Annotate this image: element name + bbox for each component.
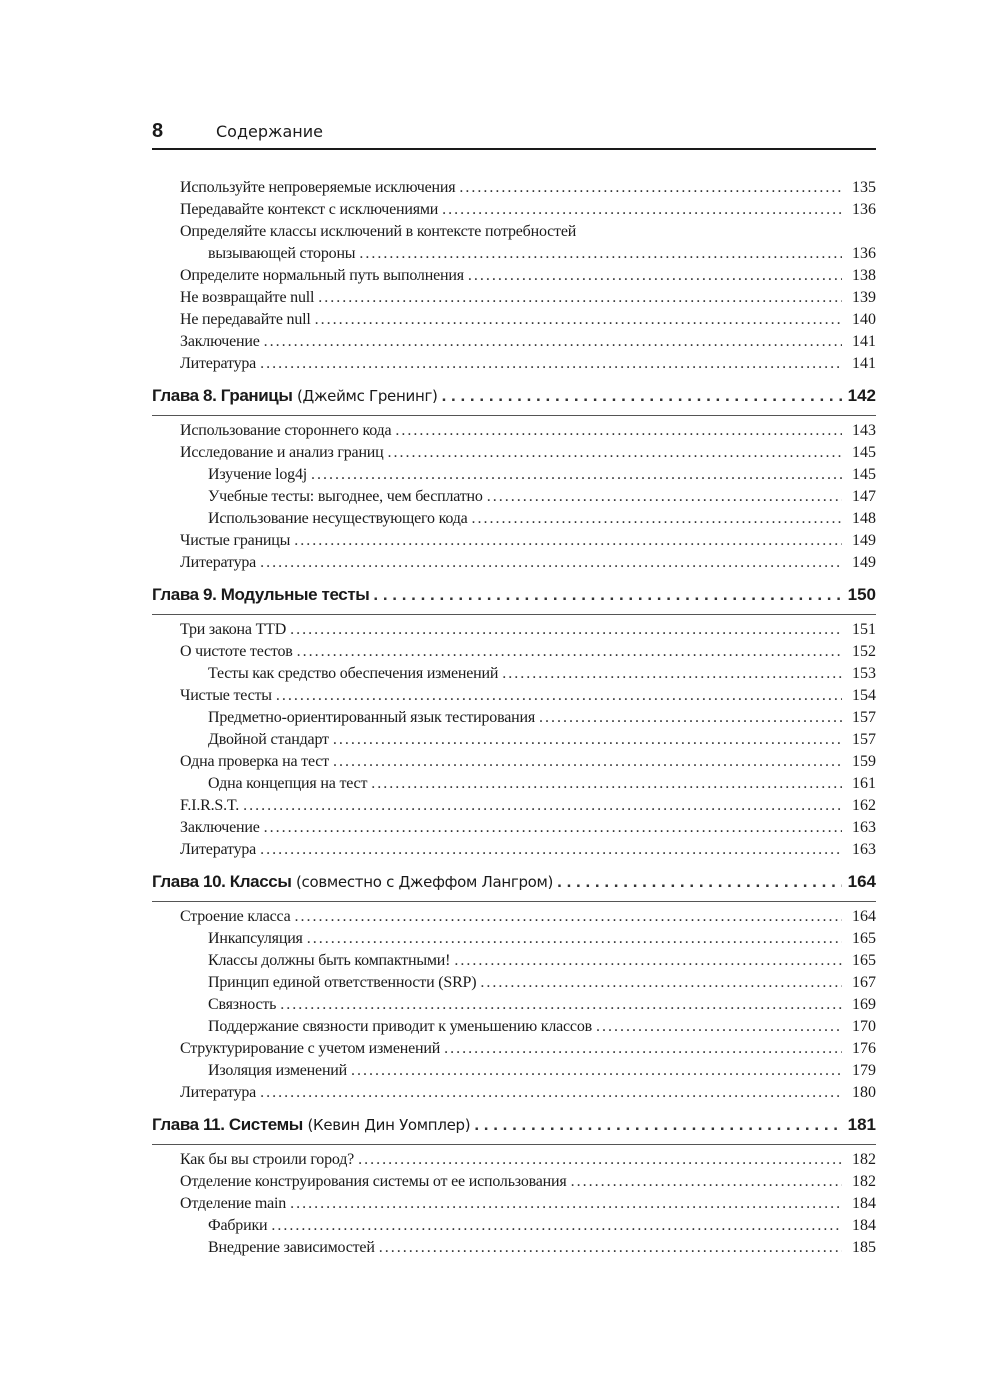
- toc-entry[interactable]: [152, 199, 876, 221]
- toc-entry-page: 154: [852, 687, 876, 704]
- toc-entry[interactable]: [152, 1082, 876, 1104]
- dot-leader: [297, 641, 842, 663]
- toc-entry-title: Инкапсуляция: [208, 930, 303, 947]
- toc-entry-page: 136: [852, 201, 876, 218]
- chapter-group: [152, 1108, 876, 1259]
- toc-entry[interactable]: [152, 641, 876, 663]
- toc-entry[interactable]: [152, 331, 876, 353]
- toc-entry-title: Используйте непроверяемые исключения: [180, 179, 456, 196]
- toc-entry-page: 162: [852, 797, 876, 814]
- toc-entry[interactable]: [152, 1149, 876, 1171]
- dot-leader: [358, 1149, 842, 1171]
- toc-entry[interactable]: [152, 177, 876, 199]
- toc-entry-title: Структурирование с учетом изменений: [180, 1040, 441, 1057]
- toc-entry-page: 136: [852, 245, 876, 262]
- dot-leader: [487, 486, 842, 508]
- chapter-title: Глава 11. Системы: [152, 1115, 303, 1134]
- dot-leader: [388, 442, 842, 464]
- toc-entry-page: 152: [852, 643, 876, 660]
- toc-entry[interactable]: [152, 950, 876, 972]
- chapter-author: (Джеймс Гренинг): [297, 387, 438, 405]
- toc-entry[interactable]: [152, 1060, 876, 1082]
- toc-entry-page: 157: [852, 731, 876, 748]
- dot-leader: [295, 906, 842, 928]
- toc-entry[interactable]: [152, 1016, 876, 1038]
- dot-leader: [539, 707, 842, 729]
- chapter-heading[interactable]: [152, 578, 876, 615]
- toc-entry[interactable]: [152, 928, 876, 950]
- chapter-page: 181: [847, 1115, 876, 1134]
- chapter-title-wrap: [152, 1108, 470, 1142]
- dot-leader: [318, 287, 842, 309]
- toc-entry[interactable]: [152, 972, 876, 994]
- toc-entry-title: Строение класса: [180, 908, 291, 925]
- dot-leader: [571, 1171, 842, 1193]
- dot-leader: [290, 1193, 842, 1215]
- chapter-title-wrap: [152, 379, 438, 413]
- toc-entry[interactable]: [152, 1171, 876, 1193]
- dot-leader: [280, 994, 842, 1016]
- toc-entry-title: Как бы вы строили город?: [180, 1151, 355, 1168]
- toc-entry-page: 165: [852, 930, 876, 947]
- toc-entry[interactable]: [152, 729, 876, 751]
- dot-leader: [472, 508, 842, 530]
- dot-leader: [373, 578, 842, 612]
- chapter-group: [152, 578, 876, 861]
- chapter-title: Глава 10. Классы: [152, 872, 292, 891]
- toc-entry-page: 147: [852, 488, 876, 505]
- dot-leader: [260, 552, 842, 574]
- toc-entry-title: Классы должны быть компактными!: [208, 952, 451, 969]
- toc-entry-page: 141: [852, 333, 876, 350]
- toc-entry-page: 165: [852, 952, 876, 969]
- toc-entry-page: 169: [852, 996, 876, 1013]
- toc-entry[interactable]: [152, 1038, 876, 1060]
- toc-entry-page: 145: [852, 444, 876, 461]
- toc-entry-page: 184: [852, 1195, 876, 1212]
- toc-entry-page: 180: [852, 1084, 876, 1101]
- dot-leader: [474, 1108, 842, 1142]
- toc-entry-title: Принцип единой ответственности (SRP): [208, 974, 477, 991]
- toc-entry-title: Двойной стандарт: [208, 731, 329, 748]
- toc-entry[interactable]: [152, 817, 876, 839]
- dot-leader: [371, 773, 842, 795]
- toc-entry[interactable]: [152, 221, 876, 243]
- toc-entry-title: Изучение log4j: [208, 466, 308, 483]
- toc-entry-title: Отделение конструирования системы от ее использования: [180, 1173, 567, 1190]
- dot-leader: [260, 353, 842, 375]
- chapter-title: Глава 8. Границы: [152, 386, 293, 405]
- toc-entry-page: 157: [852, 709, 876, 726]
- dot-leader: [459, 177, 842, 199]
- toc-entry[interactable]: [152, 839, 876, 861]
- toc-entry-page: 148: [852, 510, 876, 527]
- toc-entry-page: 176: [852, 1040, 876, 1057]
- toc-entry-page: 153: [852, 665, 876, 682]
- chapter-group: [152, 379, 876, 574]
- toc-entry-title: Связность: [208, 996, 277, 1013]
- dot-leader: [596, 1016, 842, 1038]
- chapter-title: Глава 9. Модульные тесты: [152, 585, 370, 604]
- toc-entry-title: Учебные тесты: выгоднее, чем бесплатно: [208, 488, 483, 505]
- toc-entry-title: Чистые границы: [180, 532, 291, 549]
- dot-leader: [480, 972, 842, 994]
- toc-entry-title: Не возвращайте null: [180, 289, 315, 306]
- toc-entry-title: Изоляция изменений: [208, 1062, 348, 1079]
- toc-entry-page: 135: [852, 179, 876, 196]
- dot-leader: [307, 928, 842, 950]
- toc-entry-title: вызывающей стороны: [208, 245, 356, 262]
- toc-entry-title: Не передавайте null: [180, 311, 311, 328]
- toc-entry[interactable]: [152, 309, 876, 331]
- toc-entry-title: Использование стороннего кода: [180, 422, 392, 439]
- toc-entry[interactable]: [152, 685, 876, 707]
- dot-leader: [271, 1215, 842, 1237]
- dot-leader: [294, 530, 842, 552]
- toc-entry[interactable]: [152, 464, 876, 486]
- dot-leader: [442, 379, 842, 413]
- toc-entry-page: 163: [852, 819, 876, 836]
- toc-entry-title: Поддержание связности приводит к уменьшению классов: [208, 1018, 592, 1035]
- toc-entry[interactable]: [152, 773, 876, 795]
- dot-leader: [395, 420, 842, 442]
- toc-entry-page: 185: [852, 1239, 876, 1256]
- dot-leader: [359, 243, 842, 265]
- toc-entry-title: Определите нормальный путь выполнения: [180, 267, 464, 284]
- toc-entry-page: 179: [852, 1062, 876, 1079]
- toc-entry-page: 151: [852, 621, 876, 638]
- toc-entry[interactable]: [152, 751, 876, 773]
- toc-entry-title: Три закона TTD: [180, 621, 287, 638]
- toc-entry-title: О чистоте тестов: [180, 643, 293, 660]
- page-header: [152, 118, 876, 150]
- toc-entry-title: Фабрики: [208, 1217, 268, 1234]
- toc-entry-title: Заключение: [180, 333, 260, 350]
- page-number: 8: [152, 120, 163, 142]
- dot-leader: [333, 729, 842, 751]
- toc-entry-page: 139: [852, 289, 876, 306]
- toc-entry[interactable]: [152, 1215, 876, 1237]
- dot-leader: [264, 817, 842, 839]
- toc-entry-title: Определяйте классы исключений в контексте потребностей: [180, 223, 577, 240]
- toc-entry-title: Внедрение зависимостей: [208, 1239, 375, 1256]
- toc-entry[interactable]: [152, 663, 876, 685]
- toc-entry-title: Использование несуществующего кода: [208, 510, 468, 527]
- toc-entry[interactable]: [152, 906, 876, 928]
- dot-leader: [468, 265, 842, 287]
- toc-entry-title: F.I.R.S.T.: [180, 797, 240, 814]
- dot-leader: [260, 1082, 842, 1104]
- chapter-group: [152, 865, 876, 1104]
- dot-leader: [502, 663, 842, 685]
- dot-leader: [454, 950, 842, 972]
- toc-entry-page: 159: [852, 753, 876, 770]
- toc-entry-title: Предметно-ориентированный язык тестирования: [208, 709, 536, 726]
- chapter-page: 142: [847, 386, 876, 405]
- dot-leader: [290, 619, 842, 641]
- toc-entry-title: Одна концепция на тест: [208, 775, 368, 792]
- toc-entry-title: Передавайте контекст с исключениями: [180, 201, 439, 218]
- toc-entry[interactable]: [152, 1237, 876, 1259]
- toc-entry-title: Заключение: [180, 819, 260, 836]
- toc-entry-page: 145: [852, 466, 876, 483]
- toc-entry[interactable]: [152, 530, 876, 552]
- dot-leader: [444, 1038, 842, 1060]
- continued-entries: [152, 177, 876, 375]
- dot-leader: [351, 1060, 842, 1082]
- toc-entry[interactable]: [152, 486, 876, 508]
- toc-entry[interactable]: [152, 619, 876, 641]
- toc-entry-title: Литература: [180, 554, 257, 571]
- toc-entry[interactable]: [152, 353, 876, 375]
- toc-entry[interactable]: [152, 420, 876, 442]
- toc-entry-title: Одна проверка на тест: [180, 753, 329, 770]
- table-of-contents: [152, 177, 876, 1259]
- toc-entry-page: 163: [852, 841, 876, 858]
- toc-entry-title: Тесты как средство обеспечения изменений: [208, 665, 499, 682]
- toc-entry-page: 149: [852, 554, 876, 571]
- chapter-heading[interactable]: [152, 865, 876, 902]
- dot-leader: [311, 464, 842, 486]
- toc-entry-title: Чистые тесты: [180, 687, 272, 704]
- toc-entry-page: 143: [852, 422, 876, 439]
- toc-entry[interactable]: [152, 287, 876, 309]
- toc-entry-page: 141: [852, 355, 876, 372]
- toc-entry-page: 170: [852, 1018, 876, 1035]
- dot-leader: [557, 865, 842, 899]
- dot-leader: [442, 199, 842, 221]
- toc-entry[interactable]: [152, 795, 876, 817]
- toc-entry[interactable]: [152, 994, 876, 1016]
- toc-entry-page: 184: [852, 1217, 876, 1234]
- toc-entry[interactable]: [152, 265, 876, 287]
- toc-entry-title: Литература: [180, 1084, 257, 1101]
- toc-entry-title: Литература: [180, 841, 257, 858]
- toc-entry-page: 149: [852, 532, 876, 549]
- toc-entry[interactable]: [152, 1193, 876, 1215]
- chapter-heading[interactable]: [152, 1108, 876, 1145]
- dot-leader: [264, 331, 842, 353]
- dot-leader: [260, 839, 842, 861]
- toc-entry-title: Литература: [180, 355, 257, 372]
- chapter-title-wrap: [152, 578, 369, 612]
- chapter-author: (совместно с Джеффом Лангром): [296, 873, 554, 891]
- toc-entry-page: 140: [852, 311, 876, 328]
- toc-entry-page: 138: [852, 267, 876, 284]
- dot-leader: [379, 1237, 842, 1259]
- chapter-page: 164: [847, 872, 876, 891]
- toc-entry[interactable]: [152, 508, 876, 530]
- dot-leader: [333, 751, 842, 773]
- running-title: Содержание: [216, 122, 323, 141]
- chapters-list: [152, 379, 876, 1259]
- dot-leader: [243, 795, 842, 817]
- chapter-author: (Кевин Дин Уомплер): [307, 1116, 471, 1134]
- chapter-title-wrap: [152, 865, 553, 899]
- toc-entry-page: 182: [852, 1173, 876, 1190]
- toc-entry-page: 182: [852, 1151, 876, 1168]
- toc-entry[interactable]: [152, 552, 876, 574]
- toc-entry[interactable]: [152, 442, 876, 464]
- toc-entry-page: 164: [852, 908, 876, 925]
- toc-entry-page: 161: [852, 775, 876, 792]
- chapter-page: 150: [847, 585, 876, 604]
- toc-entry-page: 167: [852, 974, 876, 991]
- chapter-heading[interactable]: [152, 379, 876, 416]
- toc-entry[interactable]: [152, 243, 876, 265]
- toc-entry-title: Исследование и анализ границ: [180, 444, 384, 461]
- toc-entry-title: Отделение main: [180, 1195, 287, 1212]
- toc-entry[interactable]: [152, 707, 876, 729]
- dot-leader: [315, 309, 842, 331]
- dot-leader: [276, 685, 842, 707]
